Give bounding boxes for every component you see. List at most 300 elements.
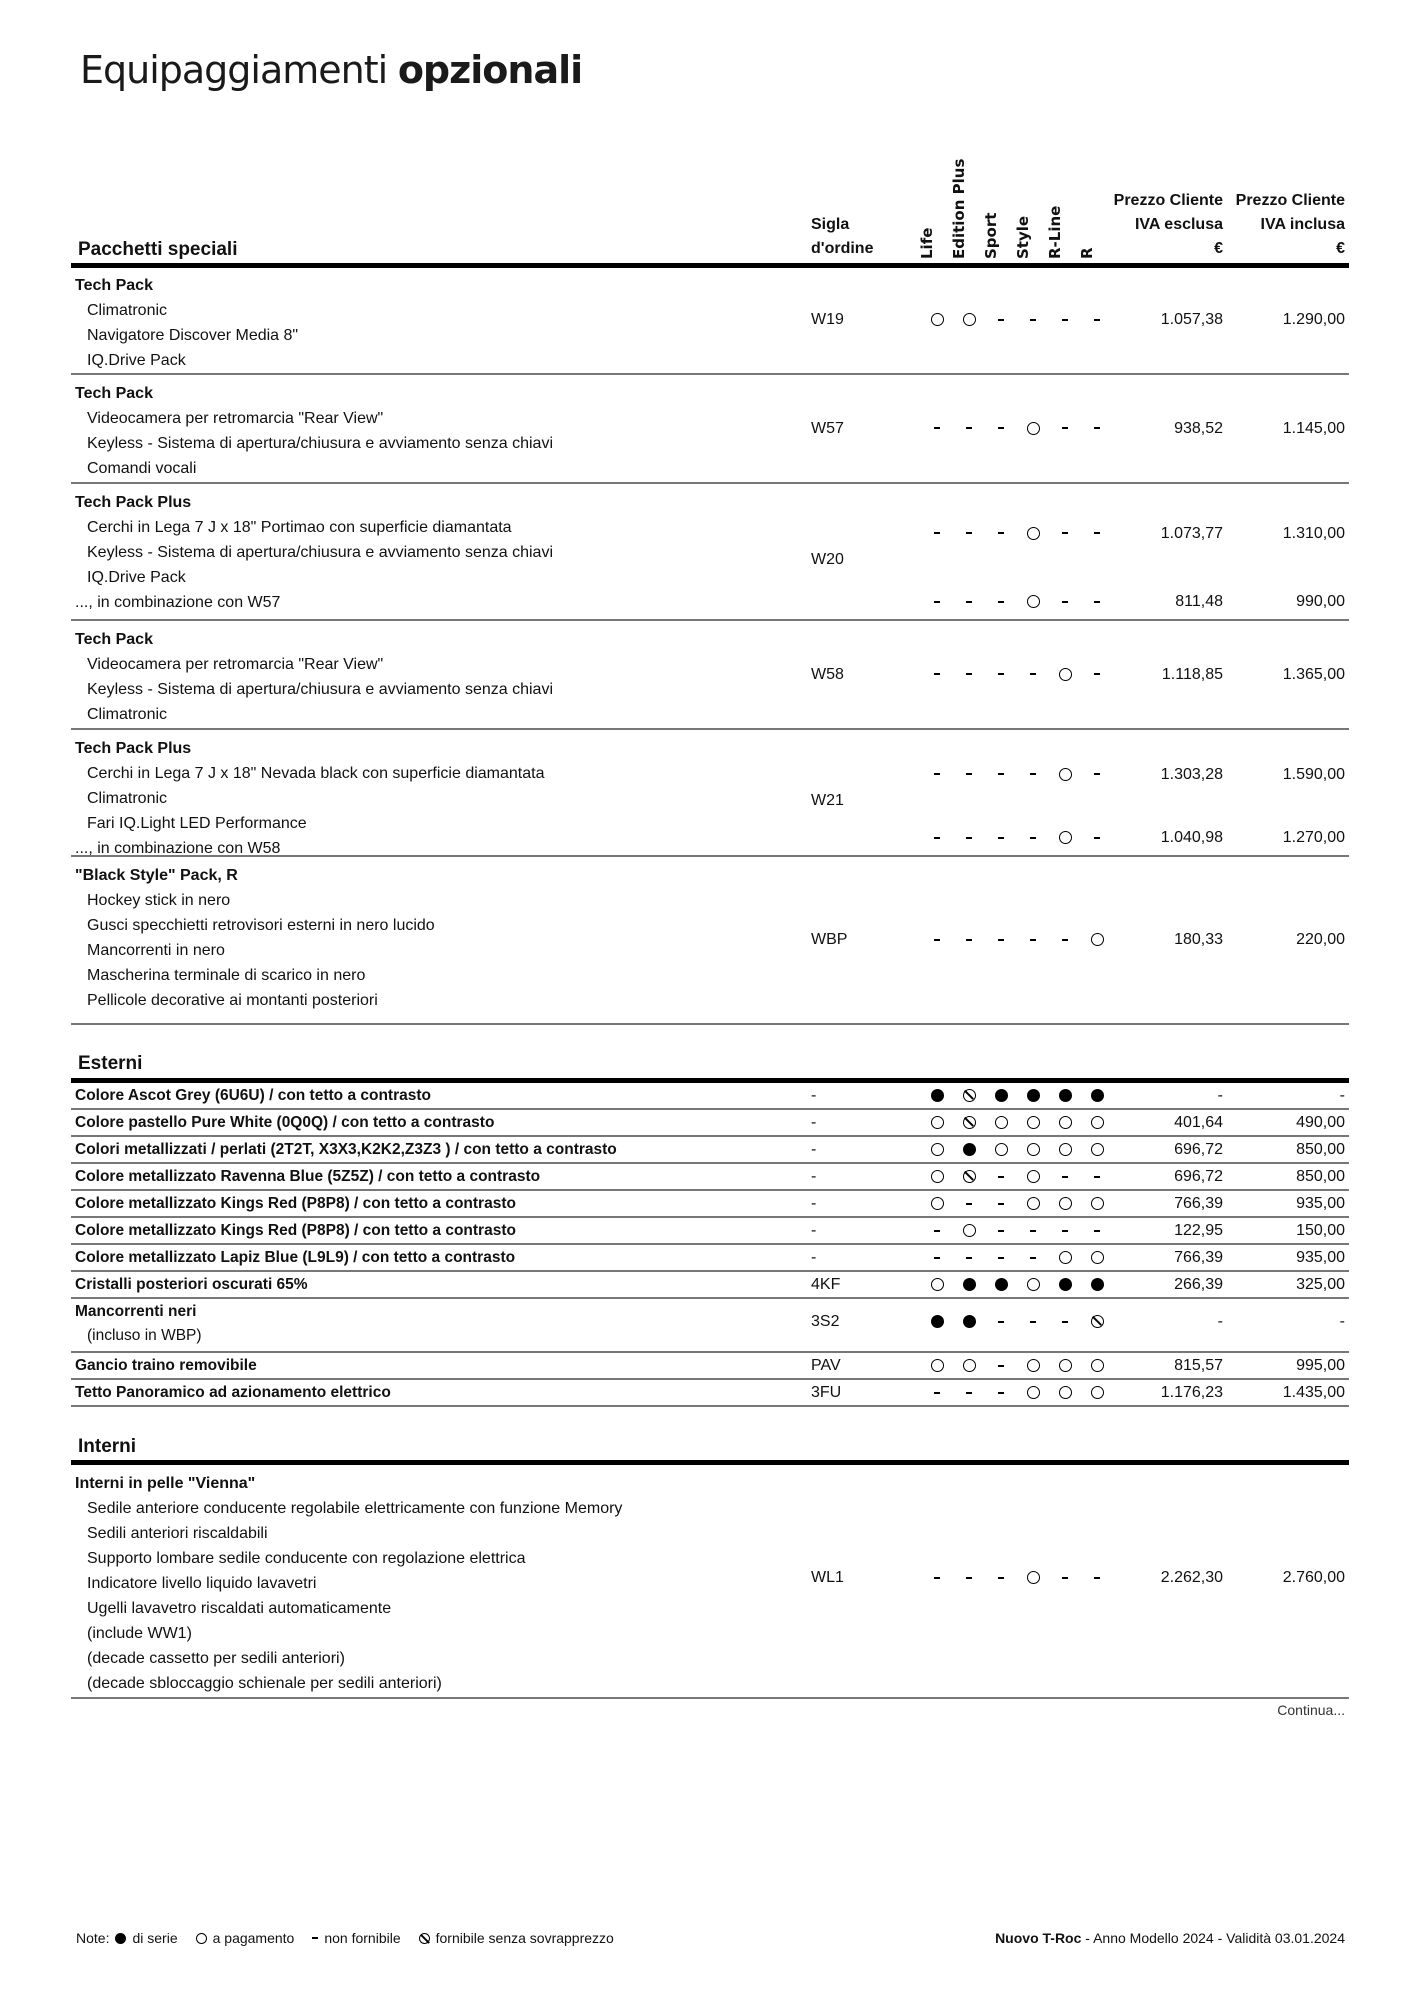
order-code: W19 [811,311,844,328]
dash-icon [1094,1176,1100,1178]
dash-icon [998,532,1004,534]
dash-icon [934,1257,940,1259]
trim-availability [1023,1195,1043,1213]
dash-icon [966,673,972,675]
trim-availability [1023,666,1043,684]
trim-availability [1023,829,1043,847]
pack-name: Tech Pack Plus [75,740,192,757]
trim-availability [927,766,947,784]
pack-row [71,484,1349,621]
dash-icon [934,427,940,429]
price-excl-vat: 938,52 [1174,419,1223,437]
dash-icon [998,1257,1004,1259]
dash-icon [1094,601,1100,603]
trim-availability [1055,666,1075,684]
option-row [71,1218,1349,1245]
trim-availability [1087,1222,1107,1240]
legend-item-optional: a pagamento [196,1930,295,1946]
order-code: - [811,1195,817,1212]
trim-availability [1055,766,1075,784]
price-incl-vat: 490,00 [1296,1114,1345,1131]
open-circle-icon [931,313,944,326]
dash-icon [1062,1230,1068,1232]
pack-item: Keyless - Sistema di apertura/chiusura e avviamento senza chiavi [87,544,553,561]
open-circle-icon [1027,1197,1040,1210]
dash-icon [1094,673,1100,675]
dash-icon [966,1257,972,1259]
order-code: WL1 [811,1569,844,1586]
trim-availability [1087,666,1107,684]
pack-row [71,857,1349,1025]
trim-availability [959,1222,979,1240]
section-title-interni: Interni [78,1436,137,1457]
filled-dot-icon [115,1933,126,1944]
price-excl-vat: 266,39 [1174,1276,1223,1293]
trim-availability [1055,1168,1075,1186]
pack-item: Pellicole decorative ai montanti posteriori [87,992,378,1009]
dash-icon [934,773,940,775]
pack-row [71,621,1349,730]
trim-availability [1055,1313,1075,1331]
open-circle-icon [1059,1359,1072,1372]
trim-availability [1055,1276,1075,1294]
trim-availability [1023,593,1043,611]
trim-availability [991,829,1011,847]
trim-availability [927,1087,947,1105]
order-code: - [811,1168,817,1185]
trim-availability [959,931,979,949]
filled-dot-icon [931,1315,944,1328]
open-circle-icon [1027,1571,1040,1584]
dash-icon [998,1176,1004,1178]
dash-icon [998,319,1004,321]
option-label: Colore metallizzato Lapiz Blue (L9L9) / con tetto a contrasto [75,1249,516,1266]
filled-dot-icon [1091,1089,1104,1102]
column-header-life: Life [918,227,936,259]
option-sublabel: (incluso in WBP) [87,1327,202,1344]
dash-icon [1062,1577,1068,1579]
pack-item: Ugelli lavavetro riscaldati automaticamente [87,1600,392,1617]
legend-item-standard: di serie [115,1930,177,1946]
pack-item: IQ.Drive Pack [87,352,186,369]
dash-icon [934,1230,940,1232]
trim-availability [959,1313,979,1331]
dash-icon [1030,1230,1036,1232]
price-excl-vat: 122,95 [1174,1222,1223,1239]
order-code: W58 [811,665,844,683]
model-name: Nuovo T-Roc [995,1930,1082,1946]
trim-availability [991,666,1011,684]
dash-icon [1030,939,1036,941]
dash-icon [1094,319,1100,321]
price-incl-vat: 935,00 [1296,1195,1345,1212]
trim-availability [1055,1114,1075,1132]
dash-icon [966,1203,972,1205]
price-excl-vat: - [1217,1087,1223,1104]
trim-availability [991,1222,1011,1240]
price-excl-vat: 696,72 [1174,1168,1223,1185]
dash-icon [1030,1321,1036,1323]
price-excl-vat: 766,39 [1174,1249,1223,1266]
option-label: Colore metallizzato Kings Red (P8P8) / con tetto a contrasto [75,1222,516,1239]
open-circle-icon [931,1143,944,1156]
open-circle-icon [931,1116,944,1129]
order-code: W21 [811,791,844,809]
trim-availability [1087,1384,1107,1402]
section-title-esterni: Esterni [78,1053,143,1074]
trim-availability [1055,1141,1075,1159]
price-excl-vat: 766,39 [1174,1195,1223,1212]
column-header-style: Style [1014,215,1032,259]
trim-availability [1087,1357,1107,1375]
filled-dot-icon [1027,1089,1040,1102]
trim-availability [991,1313,1011,1331]
trim-availability [927,1249,947,1267]
trim-availability [927,829,947,847]
dash-icon [1094,427,1100,429]
option-row [71,1164,1349,1191]
price-incl-vat: 1.290,00 [1282,311,1345,328]
trim-availability [959,1276,979,1294]
legend [76,1930,626,1946]
dash-icon [966,532,972,534]
open-circle-icon [1059,768,1072,781]
trim-availability [1087,420,1107,438]
open-circle-icon [963,1224,976,1237]
dash-icon [998,673,1004,675]
open-circle-icon [1091,1116,1104,1129]
trim-availability [991,1249,1011,1267]
pack-item: Climatronic [87,706,168,723]
order-code: - [811,1222,817,1239]
trim-availability [991,766,1011,784]
open-circle-icon [1027,422,1040,435]
dash-icon [934,939,940,941]
option-label: Mancorrenti neri (incluso in WBP) [75,1303,202,1344]
trim-availability [927,1384,947,1402]
filled-dot-icon [963,1278,976,1291]
trim-availability [927,1141,947,1159]
column-header-price-excl: Prezzo Cliente IVA esclusa € [1113,192,1223,257]
price-excl-vat: 1.118,85 [1161,665,1223,683]
dash-icon [1094,773,1100,775]
open-circle-icon [196,1933,207,1944]
trim-availability [1023,1357,1043,1375]
dash-icon [998,427,1004,429]
price-incl-vat: 995,00 [1296,1357,1345,1374]
filled-dot-icon [963,1143,976,1156]
dash-icon [998,1577,1004,1579]
trim-availability [1055,525,1075,543]
price-incl-vat: 990,00 [1296,593,1345,610]
column-header-sigla: Sigla d'ordine [811,216,874,257]
price-excl-vat: 1.040,98 [1160,829,1223,846]
option-row [71,1353,1349,1380]
order-code: WBP [811,931,848,948]
trim-availability [1023,931,1043,949]
trim-availability [991,1087,1011,1105]
trim-availability [991,931,1011,949]
option-label: Gancio traino removibile [75,1357,257,1374]
trim-availability [1023,1313,1043,1331]
trim-availability [959,525,979,543]
trim-availability [1055,1087,1075,1105]
trim-availability [1023,1384,1043,1402]
dash-icon [1062,319,1068,321]
slashed-circle-icon [963,1170,976,1183]
order-code: 4KF [811,1276,841,1293]
option-label: Colore Ascot Grey (6U6U) / con tetto a contrasto [75,1087,431,1104]
price-incl-vat: 220,00 [1296,931,1345,948]
pack-item: Gusci specchietti retrovisori esterni in nero lucido [87,917,435,934]
dash-icon [966,427,972,429]
pack-item: Hockey stick in nero [87,892,231,909]
trim-availability [1087,1168,1107,1186]
open-circle-icon [1059,1197,1072,1210]
trim-availability [1087,1195,1107,1213]
trim-availability [927,311,947,329]
trim-availability [1055,420,1075,438]
open-circle-icon [1027,1170,1040,1183]
pack-item: Sedili anteriori riscaldabili [87,1525,268,1542]
slashed-circle-icon [963,1089,976,1102]
trim-availability [927,1357,947,1375]
pack-item: (include WW1) [87,1625,192,1642]
dash-icon [998,1392,1004,1394]
pack-description [75,863,435,1013]
pack-row [71,1465,1349,1699]
trim-availability [1055,311,1075,329]
trim-availability [1087,1249,1107,1267]
trim-availability [1023,766,1043,784]
open-circle-icon [1027,595,1040,608]
trim-availability [1023,1168,1043,1186]
price-excl-vat: 696,72 [1174,1141,1223,1158]
open-circle-icon [1091,1143,1104,1156]
legend-item-not-available: non fornibile [312,1930,400,1946]
pack-name: "Black Style" Pack, R [75,867,238,884]
open-circle-icon [1059,1251,1072,1264]
dash-icon [1062,427,1068,429]
pack-item: Mascherina terminale di scarico in nero [87,967,366,984]
order-code: PAV [811,1357,841,1374]
price-excl-vat: 815,57 [1174,1357,1223,1374]
section-title-pacchetti: Pacchetti speciali [78,239,238,260]
model-validity-text: - Anno Modello 2024 - Validità 03.01.2024 [1081,1930,1345,1946]
dash-icon [934,601,940,603]
dash-icon [966,837,972,839]
trim-availability [927,1276,947,1294]
trim-availability [1087,1276,1107,1294]
pack-description [75,627,553,727]
option-label: Colore metallizzato Ravenna Blue (5Z5Z) / con tetto a contrasto [75,1168,541,1185]
trim-availability [1087,1087,1107,1105]
open-circle-icon [1059,1143,1072,1156]
trim-availability [1087,1114,1107,1132]
dash-icon [1030,319,1036,321]
pack-item: Videocamera per retromarcia "Rear View" [87,656,384,673]
price-incl-vat: 150,00 [1296,1222,1345,1239]
trim-availability [927,1313,947,1331]
trim-availability [927,1114,947,1132]
open-circle-icon [931,1359,944,1372]
open-circle-icon [963,313,976,326]
order-code: W20 [811,550,844,568]
column-header-edition-plus: Edition Plus [950,158,968,259]
trim-availability [927,593,947,611]
trim-availability [959,829,979,847]
option-label: Colore metallizzato Kings Red (P8P8) / con tetto a contrasto [75,1195,516,1212]
page-title [80,48,582,93]
pack-description [75,736,545,861]
pack-description [75,1471,622,1696]
open-circle-icon [1059,668,1072,681]
open-circle-icon [1027,527,1040,540]
pack-item: IQ.Drive Pack [87,569,186,586]
price-excl-vat: 180,33 [1174,931,1223,948]
open-circle-icon [1027,1278,1040,1291]
open-circle-icon [931,1197,944,1210]
trim-availability [991,420,1011,438]
dash-icon [966,939,972,941]
option-label: Cristalli posteriori oscurati 65% [75,1276,308,1293]
filled-dot-icon [995,1278,1008,1291]
trim-availability [1055,593,1075,611]
dash-icon [1094,532,1100,534]
slashed-circle-icon [963,1116,976,1129]
trim-availability [1023,1114,1043,1132]
trim-availability [927,1569,947,1587]
option-row [71,1083,1349,1110]
pack-item: (decade cassetto per sedili anteriori) [87,1650,345,1667]
trim-availability [959,666,979,684]
trim-availability [991,1141,1011,1159]
dash-icon [1030,837,1036,839]
price-excl-vat: 811,48 [1175,593,1223,610]
filled-dot-icon [1091,1278,1104,1291]
open-circle-icon [1059,1116,1072,1129]
dash-icon [966,601,972,603]
trim-availability [927,931,947,949]
option-row [71,1137,1349,1164]
filled-dot-icon [963,1315,976,1328]
dash-icon [1062,1176,1068,1178]
trim-availability [1087,766,1107,784]
pack-item: Navigatore Discover Media 8" [87,327,299,344]
price-incl-vat: 1.590,00 [1282,765,1345,783]
open-circle-icon [1091,1386,1104,1399]
pack-item: Videocamera per retromarcia "Rear View" [87,410,384,427]
pack-description [75,490,553,615]
pack-item: Cerchi in Lega 7 J x 18" Nevada black con superficie diamantata [87,765,545,782]
trim-availability [1087,311,1107,329]
trim-availability [959,1195,979,1213]
dash-icon [998,773,1004,775]
legend-label: Note: [76,1930,110,1946]
option-row [71,1245,1349,1272]
price-excl-vat: 401,64 [1174,1114,1223,1131]
price-excl-vat: 1.057,38 [1160,311,1223,328]
trim-availability [991,1357,1011,1375]
price-incl-vat: 850,00 [1296,1168,1345,1185]
price-excl-vat: 2.262,30 [1160,1569,1223,1586]
trim-availability [1055,1384,1075,1402]
pack-name: Tech Pack Plus [75,494,192,511]
order-code: - [811,1141,817,1158]
table-header [71,160,1349,265]
price-incl-vat: 1.270,00 [1282,829,1345,846]
price-incl-vat: - [1339,1313,1345,1330]
pack-row [71,375,1349,484]
pack-item: Indicatore livello liquido lavavetri [87,1575,317,1592]
trim-availability [959,1357,979,1375]
trim-availability [927,525,947,543]
trim-availability [959,1168,979,1186]
open-circle-icon [995,1116,1008,1129]
price-incl-vat: 1.145,00 [1282,419,1345,437]
dash-icon [934,532,940,534]
pack-item: Keyless - Sistema di apertura/chiusura e avviamento senza chiavi [87,681,553,698]
open-circle-icon [1027,1143,1040,1156]
trim-availability [959,1569,979,1587]
trim-availability [991,1276,1011,1294]
continua-label: Continua... [1277,1702,1345,1718]
trim-availability [959,1087,979,1105]
dash-icon [934,837,940,839]
dash-icon [934,673,940,675]
title-bold: opzionali [397,48,583,92]
trim-availability [1087,593,1107,611]
trim-availability [959,593,979,611]
order-code: - [811,1087,817,1104]
option-row [71,1272,1349,1299]
pack-item: (decade sbloccaggio schienale per sedili anteriori) [87,1675,442,1692]
dash-icon [1030,773,1036,775]
dash-icon [998,837,1004,839]
trim-availability [991,311,1011,329]
pack-item: Comandi vocali [87,460,197,477]
trim-availability [1087,1141,1107,1159]
dash-icon [1062,1321,1068,1323]
trim-availability [927,1168,947,1186]
dash-icon [934,1392,940,1394]
order-code: 3S2 [811,1313,840,1330]
open-circle-icon [1091,1359,1104,1372]
pack-combination-note: ..., in combinazione con W57 [75,594,281,611]
trim-availability [991,593,1011,611]
column-header-sport: Sport [982,212,1000,259]
trim-availability [1023,1276,1043,1294]
dash-icon [1062,601,1068,603]
column-header-r-line: R-Line [1046,205,1064,259]
dash-icon [998,1321,1004,1323]
pack-row [71,730,1349,857]
option-row [71,1110,1349,1137]
trim-availability [1087,525,1107,543]
pack-item: Climatronic [87,790,168,807]
option-row [71,1380,1349,1407]
trim-availability [1087,1313,1107,1331]
legend-item-no-cost: fornibile senza sovrapprezzo [419,1930,614,1946]
open-circle-icon [931,1278,944,1291]
model-validity [995,1930,1345,1946]
trim-availability [959,766,979,784]
dash-icon [966,773,972,775]
trim-availability [1023,1141,1043,1159]
open-circle-icon [1091,933,1104,946]
trim-availability [1023,311,1043,329]
price-excl-vat: 1.176,23 [1160,1384,1223,1401]
